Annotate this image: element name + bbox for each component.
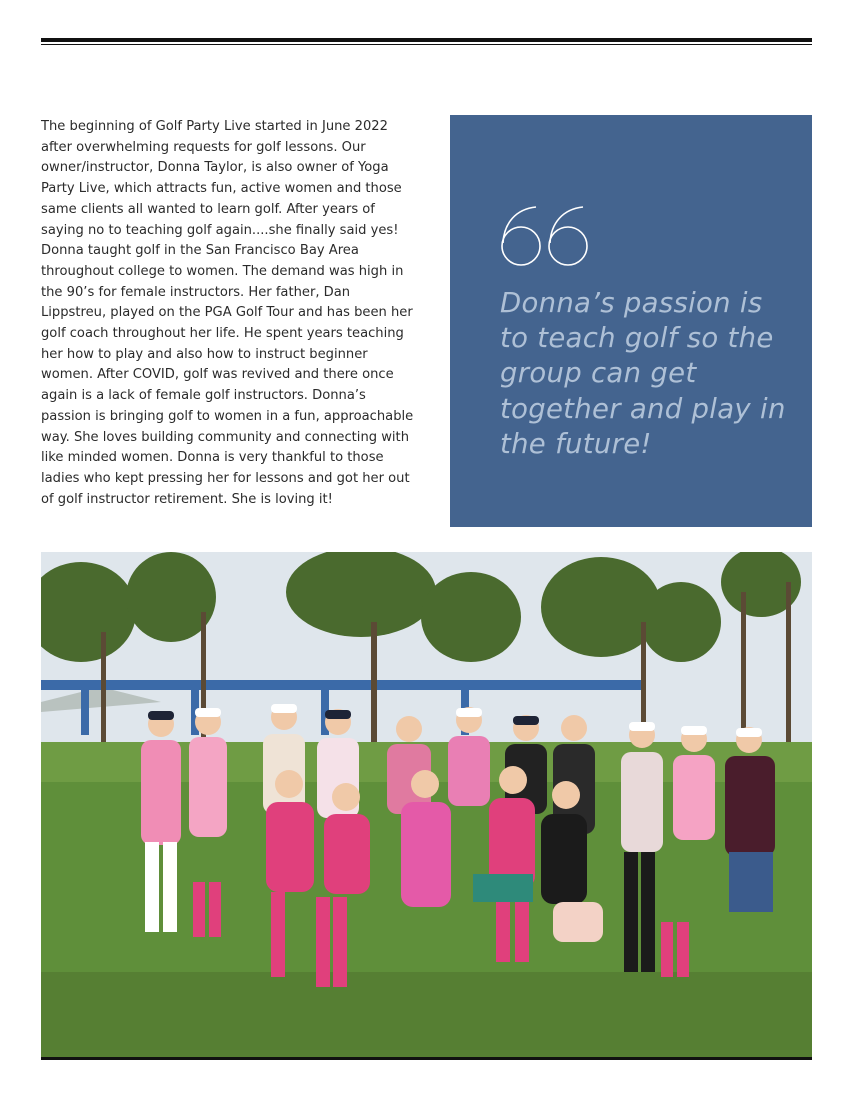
group-photo-illustration <box>41 552 812 1057</box>
article-body: The beginning of Golf Party Live started in June 2022 after overwhelming requests for golf lessons. Our owner/instructor, Donna Taylor, is also owner of Yoga Party Live, which attracts fun, active women and those same clients all wanted to learn golf. After years of saying no to teaching golf again....she finally said yes! Donna taught golf in the San Francisco Bay Area throughout college to women. The demand was high in the 90’s for female instructors. Her father, Dan Lippstreu, played on the PGA Golf Tour and has been her golf coach throughout her life. He spent years teaching her how to play and also how to instruct beginner women. After COVID, golf was revived and there once again is a lack of female golf instructors. Donna’s passion is bringing golf to women in a fun, approachable way. She loves building community and connecting with like minded women. Donna is very thankful to those ladies who kept pressing her for lessons and got her out of golf instructor retirement. She is loving it! <box>41 119 414 507</box>
header-rule-thick <box>41 38 812 42</box>
group-photo <box>41 552 812 1057</box>
pull-quote-text: Donna’s passion is to teach golf so the group can get together and play in the future! <box>500 287 786 460</box>
footer-rule <box>41 1057 812 1060</box>
header-rule-thin <box>41 44 812 45</box>
quote-mark-icon <box>500 205 592 267</box>
